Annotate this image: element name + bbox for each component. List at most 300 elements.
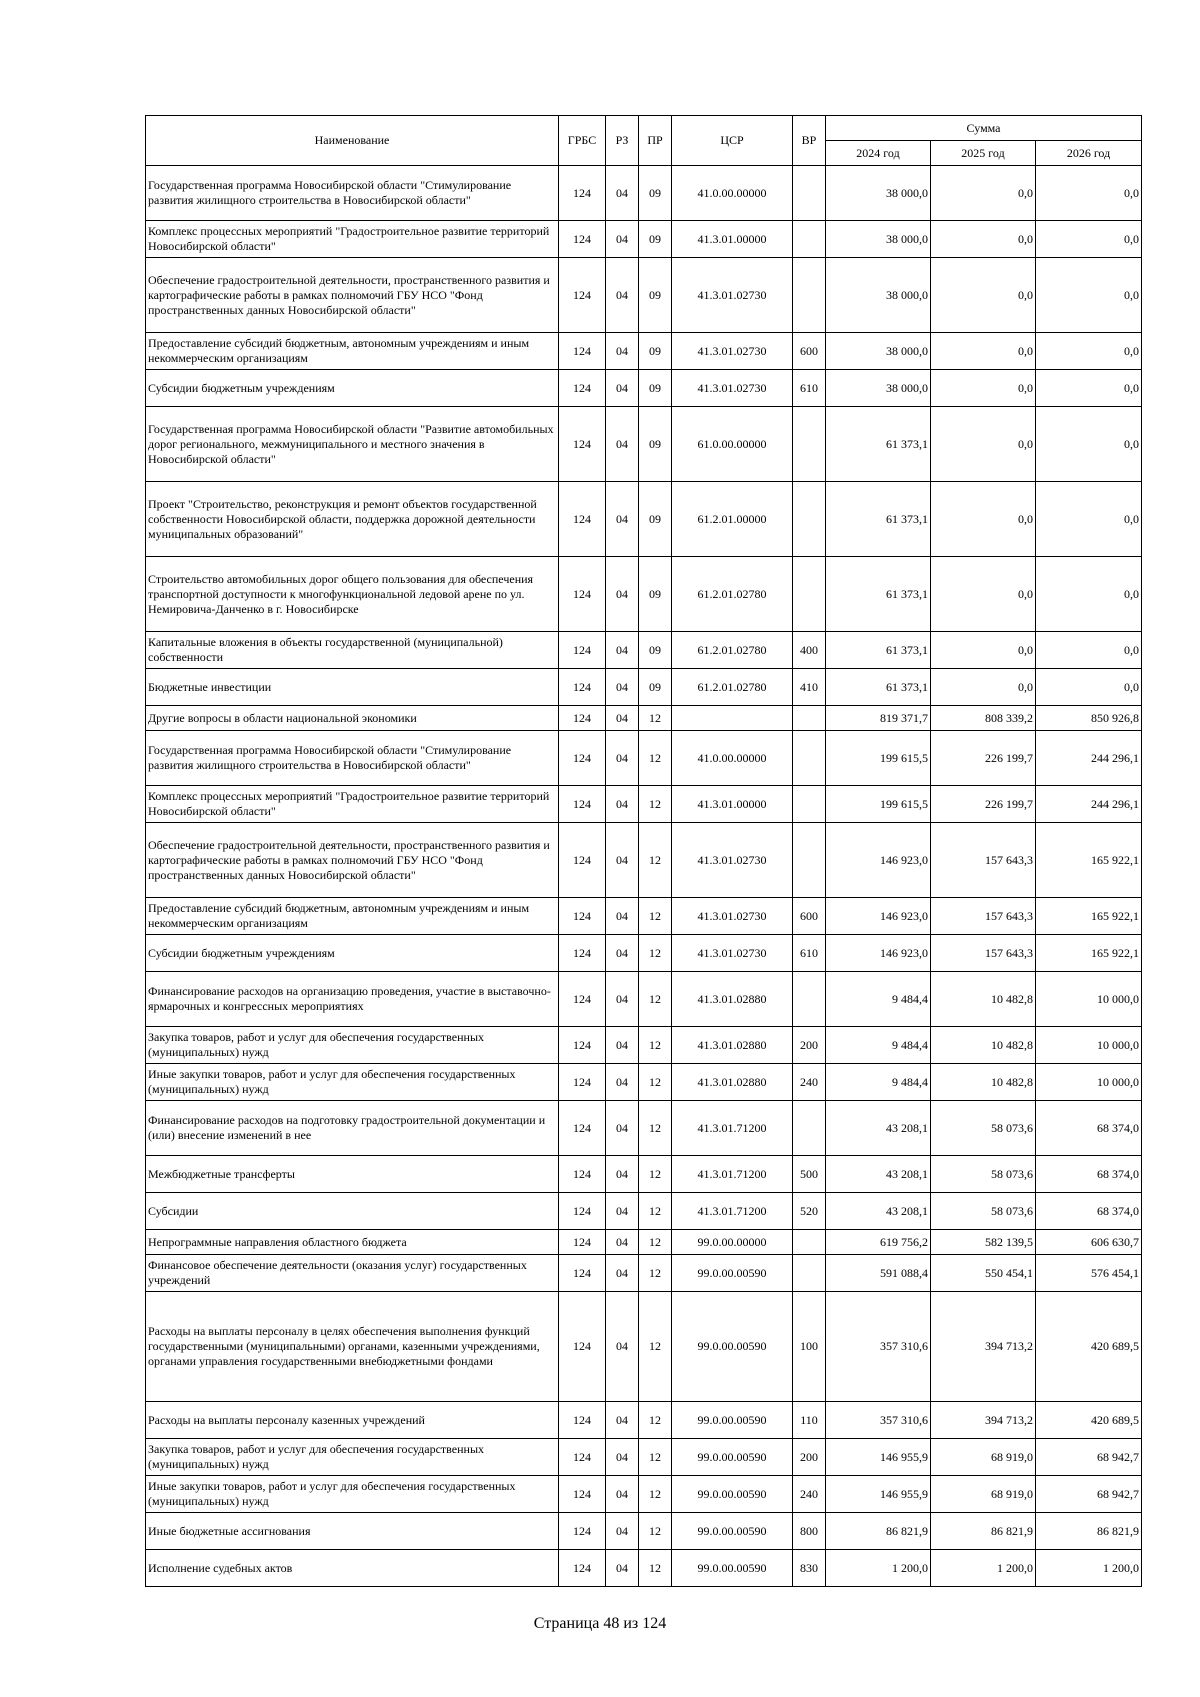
- cell-grbs: 124: [559, 482, 606, 557]
- cell-vr: 830: [793, 1550, 826, 1587]
- table-row: [146, 1292, 1142, 1402]
- cell-csr: 99.0.00.00590: [672, 1292, 793, 1402]
- cell-pr: 09: [639, 669, 672, 706]
- cell-rz: 04: [606, 1476, 639, 1513]
- cell-sum-2024: 357 310,6: [826, 1292, 931, 1402]
- cell-sum-2024: 86 821,9: [826, 1513, 931, 1550]
- cell-csr: 41.3.01.71200: [672, 1193, 793, 1230]
- cell-rz: 04: [606, 935, 639, 972]
- cell-sum-2025: 58 073,6: [931, 1101, 1036, 1156]
- table-row: [146, 166, 1142, 221]
- cell-vr: [793, 1255, 826, 1292]
- cell-sum-2024: 43 208,1: [826, 1101, 931, 1156]
- cell-csr: 99.0.00.00590: [672, 1476, 793, 1513]
- cell-sum-2025: 0,0: [931, 557, 1036, 632]
- cell-sum-2026: 0,0: [1036, 258, 1142, 333]
- cell-name: Государственная программа Новосибирской области "Стимулирование развития жилищного строительства в Новосибирской области": [146, 731, 559, 786]
- cell-vr: [793, 786, 826, 823]
- cell-rz: 04: [606, 1550, 639, 1587]
- cell-sum-2026: 606 630,7: [1036, 1230, 1142, 1255]
- cell-sum-2026: 0,0: [1036, 407, 1142, 482]
- cell-csr: 41.3.01.02880: [672, 1064, 793, 1101]
- cell-csr: 61.2.01.00000: [672, 482, 793, 557]
- cell-pr: 09: [639, 632, 672, 669]
- table-row: [146, 1064, 1142, 1101]
- cell-vr: [793, 731, 826, 786]
- cell-name: Субсидии бюджетным учреждениям: [146, 370, 559, 407]
- cell-name: Проект "Строительство, реконструкция и ремонт объектов государственной собственности Новосибирской области, поддержка дорожной деятельности муниципальных образований": [146, 482, 559, 557]
- cell-grbs: 124: [559, 935, 606, 972]
- cell-grbs: 124: [559, 221, 606, 258]
- header-year-2026: 2026 год: [1036, 141, 1142, 166]
- cell-grbs: 124: [559, 1439, 606, 1476]
- cell-rz: 04: [606, 898, 639, 935]
- cell-rz: 04: [606, 731, 639, 786]
- cell-pr: 12: [639, 706, 672, 731]
- cell-csr: 41.3.01.00000: [672, 786, 793, 823]
- cell-sum-2025: 0,0: [931, 333, 1036, 370]
- cell-sum-2024: 61 373,1: [826, 407, 931, 482]
- cell-pr: 12: [639, 731, 672, 786]
- cell-sum-2024: 38 000,0: [826, 221, 931, 258]
- cell-csr: 41.3.01.02730: [672, 898, 793, 935]
- cell-sum-2024: 38 000,0: [826, 370, 931, 407]
- cell-sum-2026: 165 922,1: [1036, 898, 1142, 935]
- cell-sum-2026: 10 000,0: [1036, 1064, 1142, 1101]
- cell-sum-2025: 10 482,8: [931, 972, 1036, 1027]
- cell-sum-2024: 357 310,6: [826, 1402, 931, 1439]
- cell-name: Закупка товаров, работ и услуг для обеспечения государственных (муниципальных) нужд: [146, 1027, 559, 1064]
- cell-sum-2026: 0,0: [1036, 482, 1142, 557]
- cell-rz: 04: [606, 1101, 639, 1156]
- cell-name: Предоставление субсидий бюджетным, автономным учреждениям и иным некоммерческим организациям: [146, 898, 559, 935]
- cell-rz: 04: [606, 1402, 639, 1439]
- cell-sum-2025: 157 643,3: [931, 935, 1036, 972]
- table-row: [146, 407, 1142, 482]
- cell-grbs: 124: [559, 1402, 606, 1439]
- cell-sum-2025: 10 482,8: [931, 1064, 1036, 1101]
- table-row: [146, 1550, 1142, 1587]
- cell-sum-2025: 0,0: [931, 407, 1036, 482]
- table-row: [146, 1402, 1142, 1439]
- cell-vr: [793, 972, 826, 1027]
- cell-sum-2025: 0,0: [931, 669, 1036, 706]
- cell-pr: 09: [639, 166, 672, 221]
- cell-vr: [793, 823, 826, 898]
- cell-csr: [672, 706, 793, 731]
- header-csr: ЦСР: [672, 116, 793, 166]
- cell-grbs: 124: [559, 407, 606, 482]
- cell-rz: 04: [606, 258, 639, 333]
- cell-sum-2026: 244 296,1: [1036, 731, 1142, 786]
- table-row: [146, 786, 1142, 823]
- cell-name: Субсидии бюджетным учреждениям: [146, 935, 559, 972]
- table-row: [146, 669, 1142, 706]
- table-row: [146, 632, 1142, 669]
- cell-name: Комплекс процессных мероприятий "Градостроительное развитие территорий Новосибирской области": [146, 786, 559, 823]
- cell-csr: 41.3.01.00000: [672, 221, 793, 258]
- cell-pr: 12: [639, 898, 672, 935]
- cell-sum-2025: 808 339,2: [931, 706, 1036, 731]
- cell-name: Государственная программа Новосибирской области "Стимулирование развития жилищного строительства в Новосибирской области": [146, 166, 559, 221]
- cell-sum-2026: 10 000,0: [1036, 972, 1142, 1027]
- table-header: [146, 116, 1142, 166]
- cell-rz: 04: [606, 669, 639, 706]
- cell-pr: 12: [639, 1292, 672, 1402]
- cell-vr: [793, 1230, 826, 1255]
- cell-pr: 09: [639, 407, 672, 482]
- cell-csr: 41.3.01.71200: [672, 1156, 793, 1193]
- cell-pr: 09: [639, 258, 672, 333]
- table-row: [146, 1439, 1142, 1476]
- table-row: [146, 370, 1142, 407]
- cell-rz: 04: [606, 1156, 639, 1193]
- header-year-2025: 2025 год: [931, 141, 1036, 166]
- header-vr: ВР: [793, 116, 826, 166]
- cell-name: Финансовое обеспечение деятельности (оказания услуг) государственных учреждений: [146, 1255, 559, 1292]
- cell-rz: 04: [606, 166, 639, 221]
- cell-vr: 240: [793, 1064, 826, 1101]
- header-rz: РЗ: [606, 116, 639, 166]
- cell-csr: 99.0.00.00590: [672, 1255, 793, 1292]
- cell-sum-2024: 61 373,1: [826, 669, 931, 706]
- cell-csr: 41.0.00.00000: [672, 166, 793, 221]
- cell-rz: 04: [606, 1064, 639, 1101]
- cell-vr: 610: [793, 935, 826, 972]
- cell-name: Субсидии: [146, 1193, 559, 1230]
- cell-sum-2024: 9 484,4: [826, 1027, 931, 1064]
- cell-grbs: 124: [559, 1193, 606, 1230]
- cell-name: Строительство автомобильных дорог общего пользования для обеспечения транспортной доступности к многофункциональной ледовой арене по ул. Немировича-Данченко в г. Новосибирске: [146, 557, 559, 632]
- cell-csr: 99.0.00.00590: [672, 1513, 793, 1550]
- cell-name: Исполнение судебных актов: [146, 1550, 559, 1587]
- table-row: [146, 258, 1142, 333]
- cell-csr: 99.0.00.00590: [672, 1402, 793, 1439]
- cell-grbs: 124: [559, 1476, 606, 1513]
- cell-sum-2026: 850 926,8: [1036, 706, 1142, 731]
- cell-sum-2024: 146 923,0: [826, 823, 931, 898]
- cell-csr: 41.3.01.02730: [672, 935, 793, 972]
- cell-sum-2024: 38 000,0: [826, 166, 931, 221]
- cell-rz: 04: [606, 1230, 639, 1255]
- cell-pr: 12: [639, 1402, 672, 1439]
- cell-vr: 610: [793, 370, 826, 407]
- cell-sum-2026: 420 689,5: [1036, 1292, 1142, 1402]
- cell-rz: 04: [606, 1027, 639, 1064]
- cell-vr: 520: [793, 1193, 826, 1230]
- cell-grbs: 124: [559, 823, 606, 898]
- cell-pr: 12: [639, 935, 672, 972]
- cell-sum-2025: 157 643,3: [931, 823, 1036, 898]
- cell-name: Иные бюджетные ассигнования: [146, 1513, 559, 1550]
- table-row: [146, 823, 1142, 898]
- cell-pr: 12: [639, 1439, 672, 1476]
- header-year-2024: 2024 год: [826, 141, 931, 166]
- cell-vr: [793, 482, 826, 557]
- cell-csr: 41.3.01.02880: [672, 1027, 793, 1064]
- cell-sum-2025: 226 199,7: [931, 731, 1036, 786]
- table-row: [146, 221, 1142, 258]
- cell-grbs: 124: [559, 370, 606, 407]
- cell-sum-2024: 619 756,2: [826, 1230, 931, 1255]
- table-row: [146, 1101, 1142, 1156]
- cell-sum-2025: 10 482,8: [931, 1027, 1036, 1064]
- table-row: [146, 1027, 1142, 1064]
- table-row: [146, 1513, 1142, 1550]
- cell-pr: 12: [639, 1101, 672, 1156]
- cell-vr: 600: [793, 333, 826, 370]
- cell-sum-2025: 68 919,0: [931, 1439, 1036, 1476]
- cell-sum-2025: 86 821,9: [931, 1513, 1036, 1550]
- cell-sum-2024: 61 373,1: [826, 482, 931, 557]
- cell-grbs: 124: [559, 1292, 606, 1402]
- table-row: [146, 557, 1142, 632]
- cell-sum-2024: 43 208,1: [826, 1193, 931, 1230]
- cell-name: Иные закупки товаров, работ и услуг для обеспечения государственных (муниципальных) нужд: [146, 1064, 559, 1101]
- cell-sum-2026: 86 821,9: [1036, 1513, 1142, 1550]
- cell-grbs: 124: [559, 1550, 606, 1587]
- cell-pr: 12: [639, 972, 672, 1027]
- cell-sum-2026: 0,0: [1036, 166, 1142, 221]
- cell-name: Другие вопросы в области национальной экономики: [146, 706, 559, 731]
- cell-name: Расходы на выплаты персоналу в целях обеспечения выполнения функций государственными (муниципальными) органами, казенными учреждениями, органами управления государственными внебюджетными фондами: [146, 1292, 559, 1402]
- cell-rz: 04: [606, 1439, 639, 1476]
- cell-sum-2025: 550 454,1: [931, 1255, 1036, 1292]
- cell-sum-2025: 68 919,0: [931, 1476, 1036, 1513]
- cell-name: Комплекс процессных мероприятий "Градостроительное развитие территорий Новосибирской области": [146, 221, 559, 258]
- cell-rz: 04: [606, 407, 639, 482]
- cell-vr: 400: [793, 632, 826, 669]
- header-sum: Сумма: [826, 116, 1142, 141]
- cell-vr: 110: [793, 1402, 826, 1439]
- cell-sum-2024: 43 208,1: [826, 1156, 931, 1193]
- cell-rz: 04: [606, 1193, 639, 1230]
- cell-sum-2026: 1 200,0: [1036, 1550, 1142, 1587]
- cell-vr: 200: [793, 1439, 826, 1476]
- cell-sum-2024: 199 615,5: [826, 731, 931, 786]
- cell-grbs: 124: [559, 1101, 606, 1156]
- cell-name: Капитальные вложения в объекты государственной (муниципальной) собственности: [146, 632, 559, 669]
- table-row: [146, 1156, 1142, 1193]
- cell-sum-2026: 68 942,7: [1036, 1439, 1142, 1476]
- cell-name: Финансирование расходов на подготовку градостроительной документации и (или) внесение изменений в нее: [146, 1101, 559, 1156]
- cell-pr: 09: [639, 482, 672, 557]
- cell-vr: [793, 258, 826, 333]
- cell-grbs: 124: [559, 333, 606, 370]
- table-row: [146, 1255, 1142, 1292]
- cell-rz: 04: [606, 221, 639, 258]
- cell-csr: 41.3.01.71200: [672, 1101, 793, 1156]
- cell-sum-2026: 68 942,7: [1036, 1476, 1142, 1513]
- table-row: [146, 333, 1142, 370]
- header-name: Наименование: [146, 116, 559, 166]
- cell-csr: 41.3.01.02730: [672, 333, 793, 370]
- header-grbs: ГРБС: [559, 116, 606, 166]
- cell-sum-2025: 157 643,3: [931, 898, 1036, 935]
- cell-pr: 12: [639, 786, 672, 823]
- cell-sum-2026: 0,0: [1036, 221, 1142, 258]
- cell-name: Непрограммные направления областного бюджета: [146, 1230, 559, 1255]
- cell-sum-2024: 146 923,0: [826, 898, 931, 935]
- page-number: Страница 48 из 124: [533, 1615, 667, 1632]
- cell-vr: [793, 557, 826, 632]
- cell-vr: [793, 221, 826, 258]
- table-row: [146, 898, 1142, 935]
- cell-csr: 99.0.00.00590: [672, 1439, 793, 1476]
- cell-name: Иные закупки товаров, работ и услуг для обеспечения государственных (муниципальных) нужд: [146, 1476, 559, 1513]
- cell-name: Бюджетные инвестиции: [146, 669, 559, 706]
- cell-pr: 09: [639, 221, 672, 258]
- cell-rz: 04: [606, 632, 639, 669]
- table-row: [146, 706, 1142, 731]
- table-row: [146, 731, 1142, 786]
- cell-pr: 12: [639, 1193, 672, 1230]
- cell-rz: 04: [606, 1255, 639, 1292]
- cell-sum-2026: 10 000,0: [1036, 1027, 1142, 1064]
- table-row: [146, 935, 1142, 972]
- cell-grbs: 124: [559, 557, 606, 632]
- cell-sum-2025: 58 073,6: [931, 1193, 1036, 1230]
- cell-sum-2024: 9 484,4: [826, 1064, 931, 1101]
- cell-sum-2024: 146 955,9: [826, 1439, 931, 1476]
- cell-sum-2026: 576 454,1: [1036, 1255, 1142, 1292]
- cell-csr: 61.2.01.02780: [672, 669, 793, 706]
- cell-rz: 04: [606, 823, 639, 898]
- cell-sum-2025: 226 199,7: [931, 786, 1036, 823]
- cell-rz: 04: [606, 786, 639, 823]
- cell-sum-2024: 1 200,0: [826, 1550, 931, 1587]
- cell-sum-2025: 582 139,5: [931, 1230, 1036, 1255]
- cell-pr: 09: [639, 557, 672, 632]
- cell-grbs: 124: [559, 1513, 606, 1550]
- cell-sum-2024: 146 923,0: [826, 935, 931, 972]
- cell-sum-2026: 68 374,0: [1036, 1101, 1142, 1156]
- cell-grbs: 124: [559, 1064, 606, 1101]
- cell-rz: 04: [606, 1292, 639, 1402]
- table-body: [146, 166, 1142, 1587]
- cell-vr: [793, 407, 826, 482]
- cell-grbs: 124: [559, 669, 606, 706]
- cell-sum-2024: 819 371,7: [826, 706, 931, 731]
- cell-csr: 41.3.01.02730: [672, 258, 793, 333]
- cell-pr: 12: [639, 1230, 672, 1255]
- cell-pr: 12: [639, 1550, 672, 1587]
- cell-grbs: 124: [559, 731, 606, 786]
- cell-sum-2026: 68 374,0: [1036, 1156, 1142, 1193]
- cell-name: Расходы на выплаты персоналу казенных учреждений: [146, 1402, 559, 1439]
- cell-pr: 09: [639, 333, 672, 370]
- cell-name: Обеспечение градостроительной деятельности, пространственного развития и картографические работы в рамках полномочий ГБУ НСО "Фонд пространственных данных Новосибирской области": [146, 258, 559, 333]
- cell-sum-2026: 0,0: [1036, 333, 1142, 370]
- cell-grbs: 124: [559, 1156, 606, 1193]
- cell-rz: 04: [606, 333, 639, 370]
- cell-name: Предоставление субсидий бюджетным, автономным учреждениям и иным некоммерческим организациям: [146, 333, 559, 370]
- cell-sum-2026: 420 689,5: [1036, 1402, 1142, 1439]
- cell-name: Обеспечение градостроительной деятельности, пространственного развития и картографические работы в рамках полномочий ГБУ НСО "Фонд пространственных данных Новосибирской области": [146, 823, 559, 898]
- header-pr: ПР: [639, 116, 672, 166]
- cell-sum-2024: 38 000,0: [826, 333, 931, 370]
- cell-sum-2025: 394 713,2: [931, 1402, 1036, 1439]
- cell-sum-2026: 68 374,0: [1036, 1193, 1142, 1230]
- cell-sum-2024: 38 000,0: [826, 258, 931, 333]
- cell-rz: 04: [606, 706, 639, 731]
- cell-vr: 800: [793, 1513, 826, 1550]
- cell-grbs: 124: [559, 706, 606, 731]
- cell-vr: 500: [793, 1156, 826, 1193]
- cell-sum-2024: 61 373,1: [826, 632, 931, 669]
- cell-vr: [793, 166, 826, 221]
- cell-vr: [793, 1101, 826, 1156]
- cell-pr: 09: [639, 370, 672, 407]
- cell-csr: 61.0.00.00000: [672, 407, 793, 482]
- table-row: [146, 1476, 1142, 1513]
- cell-csr: 61.2.01.02780: [672, 632, 793, 669]
- cell-csr: 41.0.00.00000: [672, 731, 793, 786]
- cell-grbs: 124: [559, 898, 606, 935]
- cell-rz: 04: [606, 972, 639, 1027]
- cell-sum-2024: 9 484,4: [826, 972, 931, 1027]
- cell-sum-2024: 146 955,9: [826, 1476, 931, 1513]
- table-row: [146, 1193, 1142, 1230]
- cell-sum-2024: 199 615,5: [826, 786, 931, 823]
- cell-pr: 12: [639, 1156, 672, 1193]
- cell-sum-2026: 244 296,1: [1036, 786, 1142, 823]
- cell-pr: 12: [639, 1513, 672, 1550]
- cell-vr: 200: [793, 1027, 826, 1064]
- cell-sum-2024: 591 088,4: [826, 1255, 931, 1292]
- cell-pr: 12: [639, 1027, 672, 1064]
- cell-grbs: 124: [559, 1255, 606, 1292]
- cell-pr: 12: [639, 1255, 672, 1292]
- cell-rz: 04: [606, 370, 639, 407]
- cell-sum-2026: 0,0: [1036, 669, 1142, 706]
- cell-sum-2026: 0,0: [1036, 370, 1142, 407]
- cell-grbs: 124: [559, 1230, 606, 1255]
- cell-vr: 100: [793, 1292, 826, 1402]
- cell-name: Межбюджетные трансферты: [146, 1156, 559, 1193]
- cell-sum-2025: 394 713,2: [931, 1292, 1036, 1402]
- table-row: [146, 972, 1142, 1027]
- cell-sum-2025: 0,0: [931, 166, 1036, 221]
- cell-sum-2025: 0,0: [931, 370, 1036, 407]
- budget-table: [145, 115, 1142, 1587]
- cell-vr: 410: [793, 669, 826, 706]
- cell-grbs: 124: [559, 972, 606, 1027]
- cell-sum-2025: 0,0: [931, 258, 1036, 333]
- cell-csr: 41.3.01.02730: [672, 823, 793, 898]
- cell-vr: [793, 706, 826, 731]
- cell-sum-2026: 165 922,1: [1036, 823, 1142, 898]
- cell-name: Государственная программа Новосибирской области "Развитие автомобильных дорог регионального, межмуниципального и местного значения в Новосибирской области": [146, 407, 559, 482]
- cell-rz: 04: [606, 1513, 639, 1550]
- cell-vr: 240: [793, 1476, 826, 1513]
- cell-sum-2025: 0,0: [931, 632, 1036, 669]
- cell-csr: 61.2.01.02780: [672, 557, 793, 632]
- cell-csr: 41.3.01.02730: [672, 370, 793, 407]
- table-row: [146, 482, 1142, 557]
- cell-sum-2026: 0,0: [1036, 557, 1142, 632]
- cell-sum-2025: 58 073,6: [931, 1156, 1036, 1193]
- cell-grbs: 124: [559, 1027, 606, 1064]
- cell-sum-2024: 61 373,1: [826, 557, 931, 632]
- cell-grbs: 124: [559, 786, 606, 823]
- cell-sum-2025: 0,0: [931, 221, 1036, 258]
- cell-name: Закупка товаров, работ и услуг для обеспечения государственных (муниципальных) нужд: [146, 1439, 559, 1476]
- cell-csr: 99.0.00.00590: [672, 1550, 793, 1587]
- cell-sum-2025: 1 200,0: [931, 1550, 1036, 1587]
- cell-csr: 41.3.01.02880: [672, 972, 793, 1027]
- cell-grbs: 124: [559, 258, 606, 333]
